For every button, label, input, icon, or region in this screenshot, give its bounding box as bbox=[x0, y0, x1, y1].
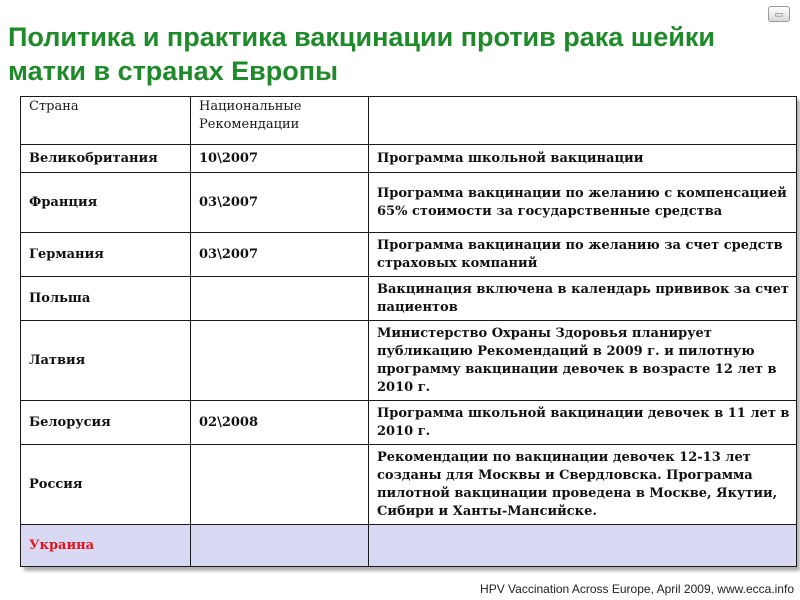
slide-corner-icon: ▭ bbox=[768, 6, 790, 22]
cell-date bbox=[191, 445, 369, 525]
table-container bbox=[20, 96, 796, 567]
cell-country: Латвия bbox=[21, 321, 191, 401]
table-row bbox=[21, 233, 797, 277]
table-row-highlighted bbox=[21, 525, 797, 567]
cell-date: 03\2007 bbox=[191, 173, 369, 233]
table-header-row bbox=[21, 97, 797, 145]
cell-policy bbox=[369, 525, 797, 567]
cell-date: 10\2007 bbox=[191, 145, 369, 173]
cell-country: Белорусия bbox=[21, 401, 191, 445]
cell-country: Великобритания bbox=[21, 145, 191, 173]
cell-policy: Программа вакцинации по желанию с компенсацией 65% стоимости за государственные средства bbox=[369, 173, 797, 233]
cell-country: Германия bbox=[21, 233, 191, 277]
cell-policy: Министерство Охраны Здоровья планирует публикацию Рекомендаций в 2009 г. и пилотную программу вакцинации девочек в возрасте 12 лет в 2010 г. bbox=[369, 321, 797, 401]
cell-date: 03\2007 bbox=[191, 233, 369, 277]
cell-country: Украина bbox=[21, 525, 191, 567]
header-policy bbox=[369, 97, 797, 145]
header-country: Страна bbox=[21, 97, 191, 145]
table-row bbox=[21, 277, 797, 321]
cell-policy: Рекомендации по вакцинации девочек 12-13 лет созданы для Москвы и Свердловска. Программа пилотной вакцинации проведена в Москве, Якутии, Сибири и Ханты-Мансийске. bbox=[369, 445, 797, 525]
cell-date bbox=[191, 525, 369, 567]
cell-country: Польша bbox=[21, 277, 191, 321]
footer-source: HPV Vaccination Across Europe, April 2009, www.ecca.info bbox=[480, 582, 794, 596]
cell-date bbox=[191, 277, 369, 321]
header-recommendations: Национальные Рекомендации bbox=[191, 97, 369, 145]
cell-date bbox=[191, 321, 369, 401]
cell-country: Франция bbox=[21, 173, 191, 233]
cell-policy: Программа школьной вакцинации bbox=[369, 145, 797, 173]
cell-policy: Программа школьной вакцинации девочек в 11 лет в 2010 г. bbox=[369, 401, 797, 445]
table-row bbox=[21, 173, 797, 233]
table-row bbox=[21, 321, 797, 401]
cell-policy: Вакцинация включена в календарь прививок за счет пациентов bbox=[369, 277, 797, 321]
table-row bbox=[21, 445, 797, 525]
table-row bbox=[21, 145, 797, 173]
cell-country: Россия bbox=[21, 445, 191, 525]
page-title: Политика и практика вакцинации против рака шейки матки в странах Европы bbox=[8, 22, 716, 86]
vaccination-table bbox=[20, 96, 797, 567]
cell-policy: Программа вакцинации по желанию за счет средств страховых компаний bbox=[369, 233, 797, 277]
table-row bbox=[21, 401, 797, 445]
cell-date: 02\2008 bbox=[191, 401, 369, 445]
